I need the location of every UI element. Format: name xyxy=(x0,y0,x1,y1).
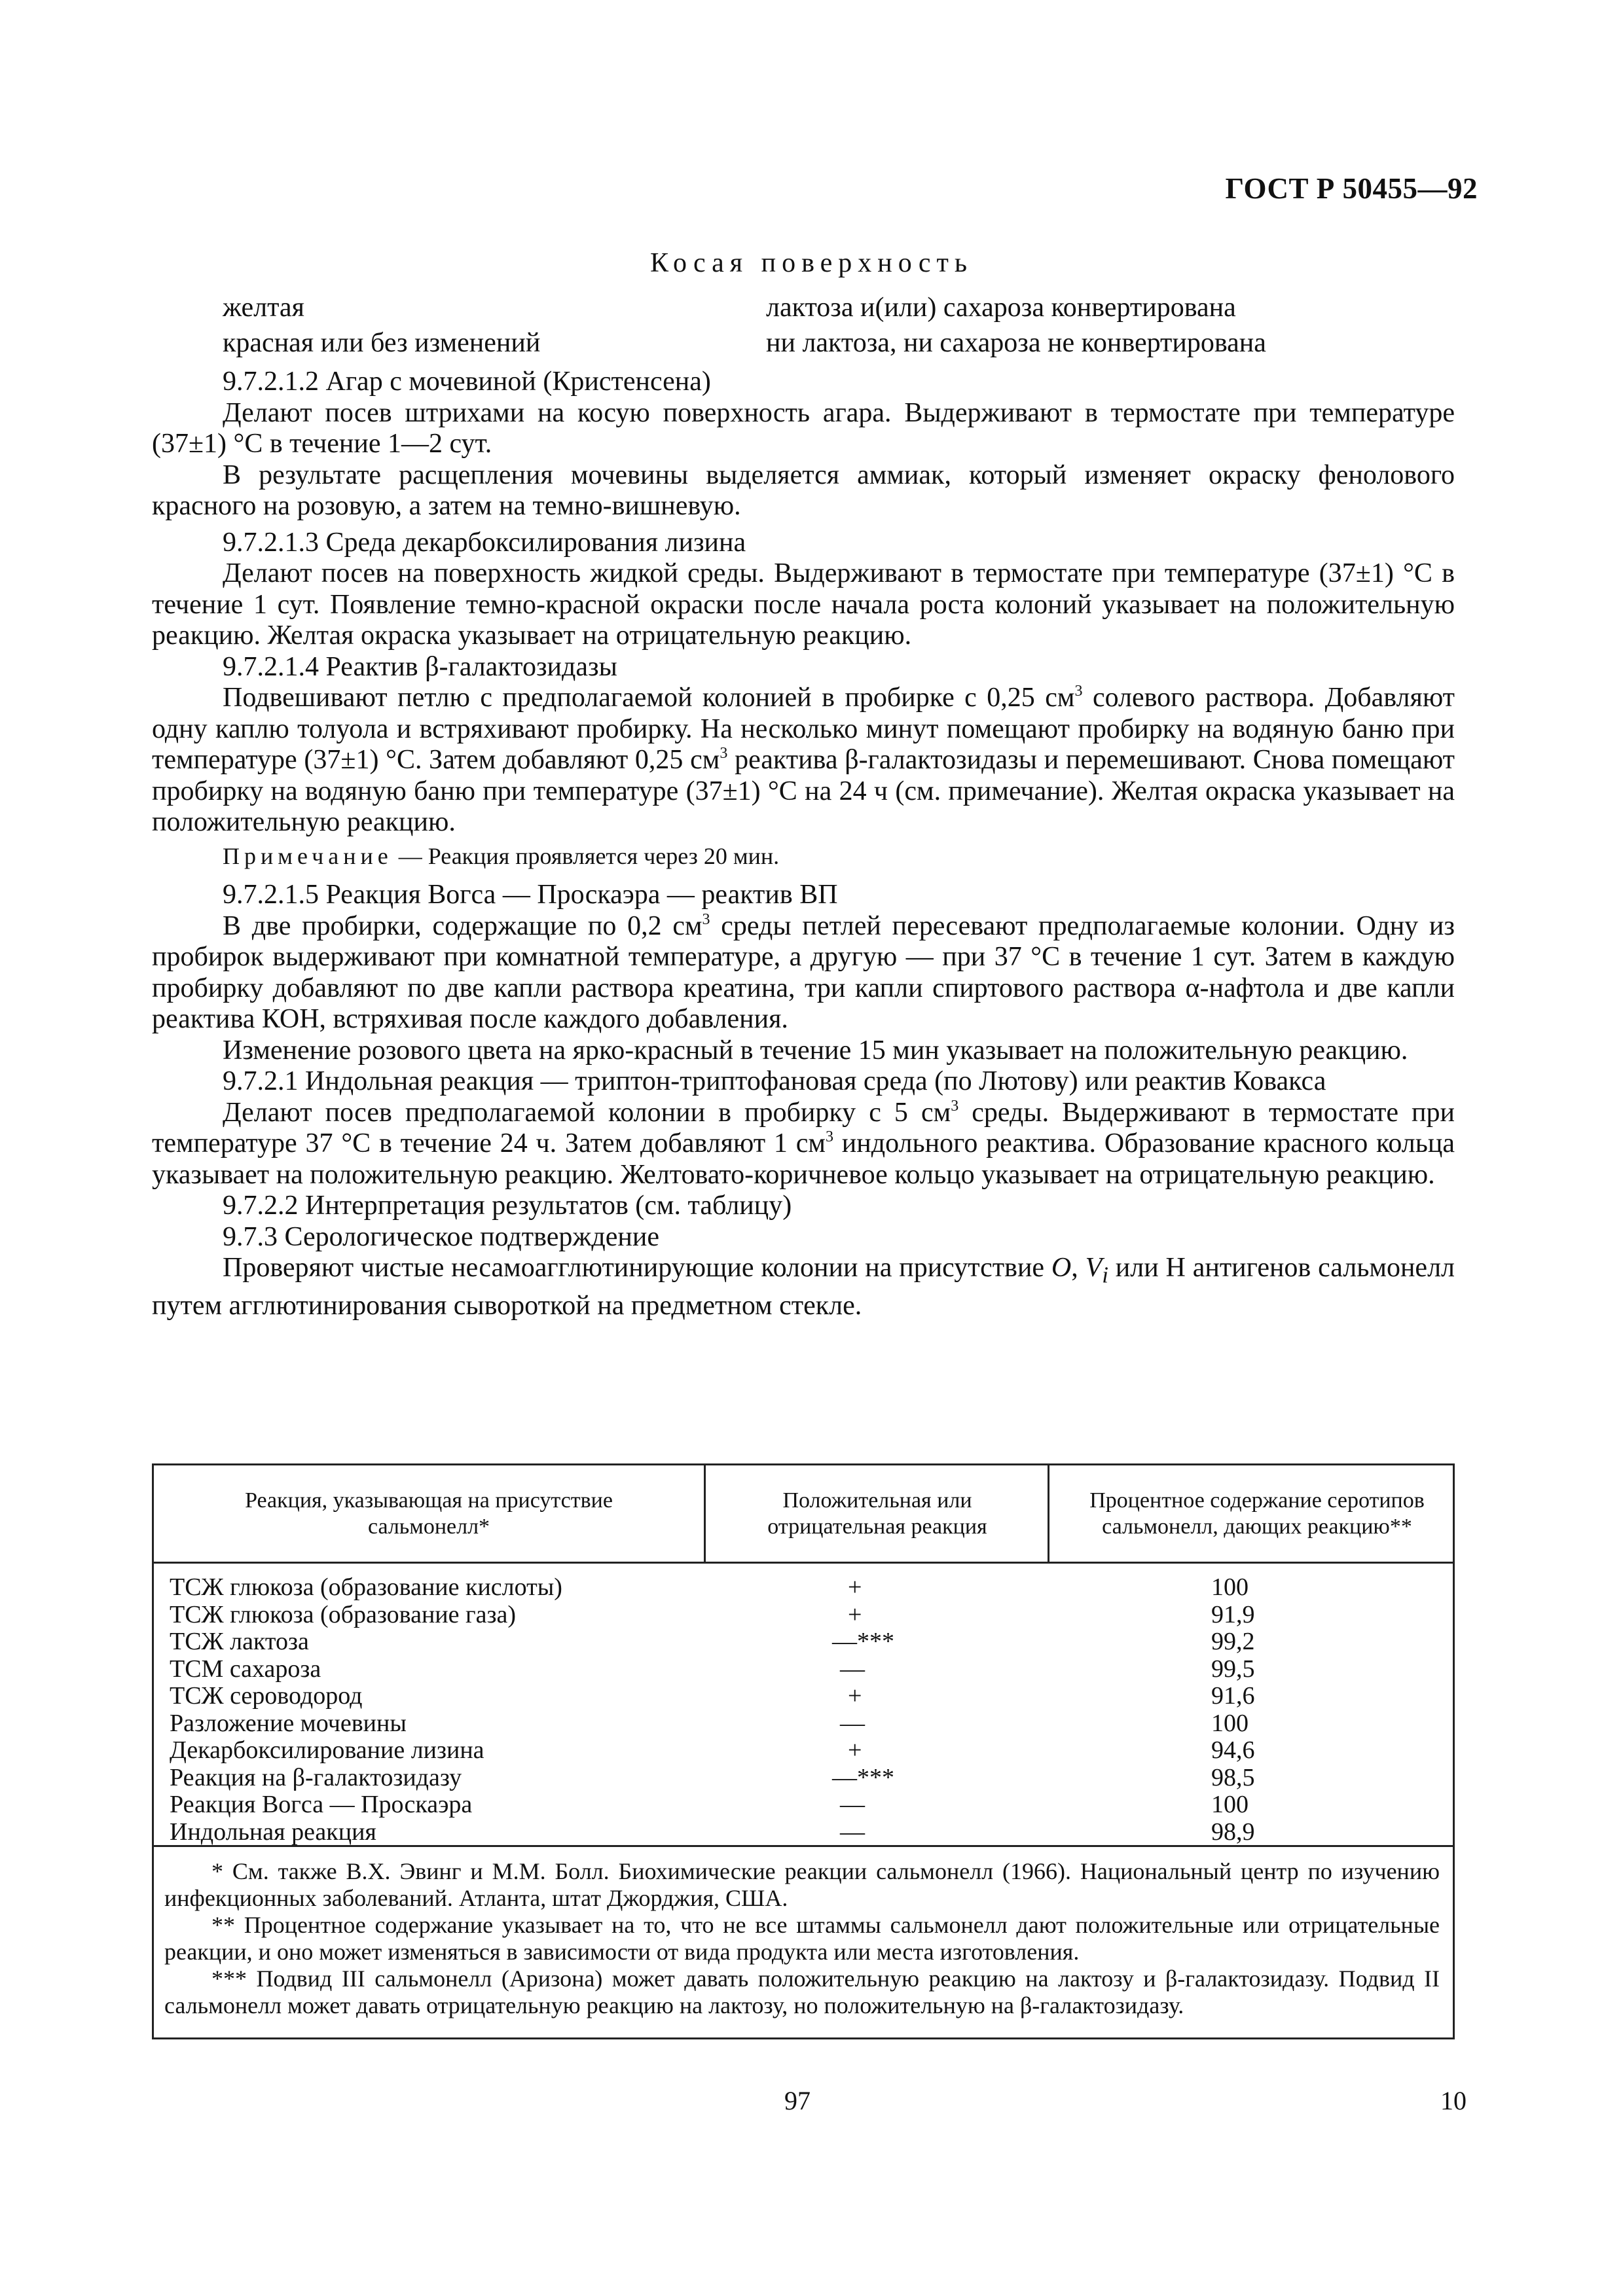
legend-color-yellow: желтая xyxy=(223,293,304,323)
table-row: Реакция на β-галактозидазу —*** 98,5 xyxy=(170,1763,1255,1791)
table-row: Декарбоксилирование лизина + 94,6 xyxy=(170,1736,1255,1764)
section-heading-urea-agar: 9.7.2.1.2 Агар с мочевиной (Кристенсена) xyxy=(223,367,711,397)
paragraph: Подвешивают петлю с предполагаемой колонией в пробирке с 0,25 $см^3$ солевого раствора. Добавляют одну каплю толуола и встряхивают пробирку. На несколько минут помещают пробирку на водяную баню при температуре (37±1) °С. Затем добавляют 0,25 $см^3$ реактива β-галактозидазы и перемешивают. Снова помещают пробирку на водяную баню при температуре (37±1) °С на 24 ч (см. примечание). Желтая окраска указывает на положительную реакцию. xyxy=(152,683,1455,837)
table-row: ТСЖ глюкоза (образование газа) + 91,9 xyxy=(170,1600,1255,1628)
footnote: *** Подвид III сальмонелл (Аризона) может давать положительную реакцию на лактозу и β-галактозидазу. Подвид II сальмонелл может давать отрицательную реакцию на лактозу, но положительную на β-галактозидазу. xyxy=(164,1965,1440,2018)
paragraph: В результате расщепления мочевины выделяется аммиак, который изменяет окраску фенолового красного на розовую, а затем на темно-вишневую. xyxy=(152,459,1455,521)
column-header-reaction: Реакция, указывающая на присутствие сальмонелл* xyxy=(245,1488,613,1539)
footnote: * См. также В.Х. Эвинг и М.М. Болл. Биохимические реакции сальмонелл (1966). Национальный центр по изучению инфекционных заболеваний. Атланта, штат Джорджия, США. xyxy=(164,1858,1440,1911)
column-divider xyxy=(704,1465,706,1562)
table-row: ТСЖ лактоза —*** 99,2 xyxy=(170,1628,1255,1655)
paragraph: Делают посев предполагаемой колонии в пробирку с 5 $см^3$ среды. Выдерживают в термостате при температуре 37 °С в течение 24 ч. Затем добавляют 1 $см^3$ индольного реактива. Образование красного кольца указывает на положительную реакцию. Желтовато-коричневое кольцо указывает на отрицательную реакцию. xyxy=(152,1097,1455,1190)
paragraph: В две пробирки, содержащие по 0,2 $см^3$ среды петлей пересевают предполагаемые колонии. Одну из пробирок выдерживают при комнатной температуре, а другую — при 37 °С в течение 1 сут. Затем в каждую пробирку добавляют по две капли раствора креатина, три капли спиртового раствора α-нафтола и две капли реактива КОН, встряхивая после каждого добавления. xyxy=(152,910,1455,1034)
legend-meaning-yellow: лактоза и(или) сахароза конвертирована xyxy=(766,293,1236,323)
table-footnotes xyxy=(164,1858,1440,2019)
document-id: ГОСТ Р 50455—92 xyxy=(1225,172,1478,205)
legend-color-red: красная или без изменений xyxy=(223,328,541,358)
table-body xyxy=(154,1574,1453,1846)
table-row: ТСЖ глюкоза (образование кислоты) + 100 xyxy=(170,1573,1249,1601)
paragraph: Проверяют чистые несамоагглютинирующие колонии на присутствие O, $V_i$ или Н антигенов сальмонелл путем агглютинирования сывороткой на предметном стекле. xyxy=(152,1253,1455,1321)
section-heading: Косая поверхность xyxy=(650,248,973,278)
section-heading-indole: 9.7.2.1 Индольная реакция — триптон-триптофановая среда (по Лютову) или реактив Ковакса xyxy=(223,1066,1326,1096)
body-text xyxy=(152,367,1455,1321)
paragraph: Делают посев штрихами на косую поверхность агара. Выдерживают в термостате при температуре (37±1) °С в течение 1—2 сут. xyxy=(152,397,1455,459)
results-table xyxy=(152,1463,1455,2039)
page-number: 97 xyxy=(784,2086,811,2115)
sheet-number: 10 xyxy=(1440,2086,1467,2115)
table-row: ТСМ сахароза — 99,5 xyxy=(170,1655,1255,1683)
column-header-percent: Процентное содержание серотипов сальмонелл, дающих реакцию** xyxy=(1089,1488,1425,1539)
paragraph: Делают посев на поверхность жидкой среды. Выдерживают в термостате при температуре (37±1) °С в течение 1 сут. Появление темно-красной окраски после начала роста колоний указывает на положительную реакцию. Желтая окраска указывает на отрицательную реакцию. xyxy=(152,558,1455,651)
note: Примечание — Реакция проявляется через 20 мин. xyxy=(223,842,780,869)
section-heading-lysine: 9.7.2.1.3 Среда декарбоксилирования лизина xyxy=(223,527,746,558)
section-heading-interpretation: 9.7.2.2 Интерпретация результатов (см. таблицу) xyxy=(223,1191,792,1221)
legend-meaning-red: ни лактоза, ни сахароза не конвертирована xyxy=(766,328,1266,358)
note-label: Примечание xyxy=(223,842,393,869)
table-row: Индольная реакция — 98,9 xyxy=(170,1818,1255,1846)
table-row: Разложение мочевины — 100 xyxy=(170,1709,1249,1737)
paragraph: Изменение розового цвета на ярко-красный в течение 15 мин указывает на положительную реакцию. xyxy=(223,1035,1408,1066)
section-heading-galactosidase: 9.7.2.1.4 Реактив β-галактозидазы xyxy=(223,651,617,682)
column-header-result: Положительная или отрицательная реакция xyxy=(767,1488,987,1539)
column-divider xyxy=(1048,1465,1049,1562)
section-heading-voges-proskauer: 9.7.2.1.5 Реакция Вогса — Проскаэра — реактив ВП xyxy=(223,880,838,910)
table-row: Реакция Вогса — Проскаэра — 100 xyxy=(170,1791,1249,1818)
section-heading-serological: 9.7.3 Серологическое подтверждение xyxy=(223,1221,659,1252)
footnote: ** Процентное содержание указывает на то, что не все штаммы сальмонелл дают положительные или отрицательные реакции, и оно может изменяться в зависимости от вида продукта или места изготовления. xyxy=(164,1912,1440,1965)
table-row: ТСЖ сероводород + 91,6 xyxy=(170,1682,1255,1710)
header-rule xyxy=(154,1562,1453,1564)
